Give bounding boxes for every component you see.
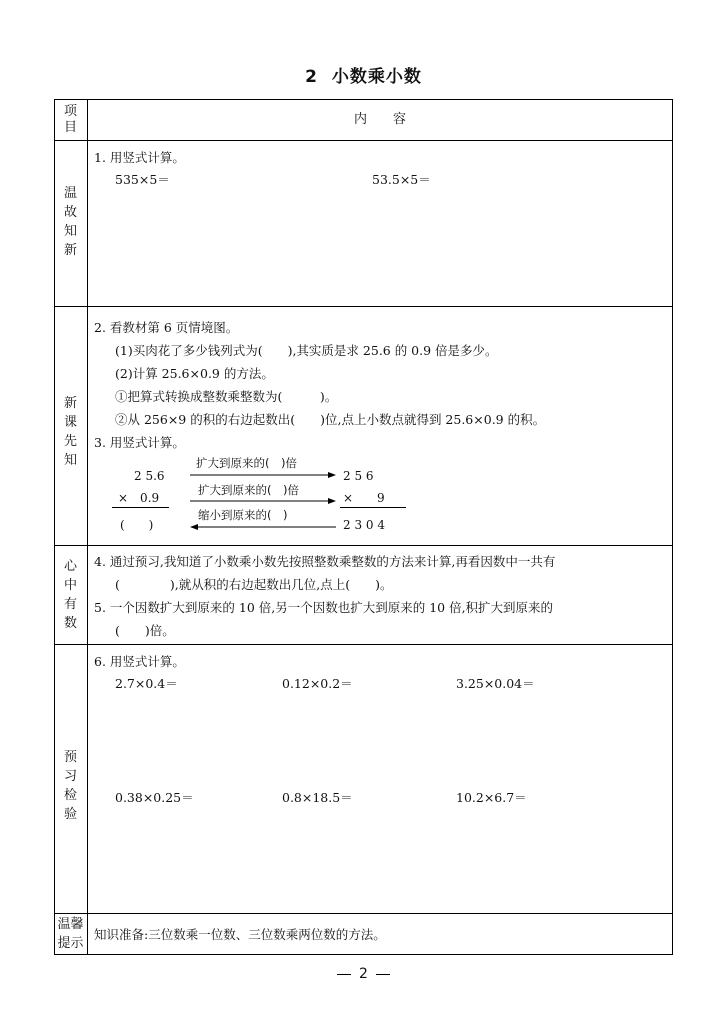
section-label-summary-text: 心中有数 bbox=[63, 559, 77, 631]
question-2-part-2: (2)计算 25.6×0.9 的方法。 bbox=[115, 366, 274, 381]
row-divider-new-lesson bbox=[54, 545, 673, 546]
question-2-part-2a: ①把算式转换成整数乘整数为( )。 bbox=[115, 389, 338, 404]
check-expression-2: 0.12×0.2＝ bbox=[282, 676, 353, 691]
question-4-line-1: 4. 通过预习,我知道了小数乘小数先按照整数乘整数的方法来计算,再看因数中一共有 bbox=[94, 554, 556, 569]
arrow-2-label: 扩大到原来的( )倍 bbox=[198, 483, 299, 497]
footer-dash-left bbox=[337, 974, 351, 975]
question-2: 2. 看教材第 6 页情境图。 bbox=[94, 320, 239, 335]
question-3: 3. 用竖式计算。 bbox=[94, 435, 185, 450]
page-footer bbox=[0, 966, 727, 982]
column-divider bbox=[87, 99, 88, 955]
question-4-line-2: ( ),就从积的右边起数出几位,点上( )。 bbox=[115, 577, 393, 592]
right-arrow-icon bbox=[190, 471, 336, 479]
section-label-review-text: 温故知新 bbox=[63, 186, 77, 258]
check-expression-4: 0.38×0.25＝ bbox=[115, 790, 194, 805]
review-expression-1: 535×5＝ bbox=[115, 172, 170, 187]
section-label-check bbox=[54, 748, 87, 824]
question-6: 6. 用竖式计算。 bbox=[94, 654, 185, 669]
check-expression-5: 0.8×18.5＝ bbox=[282, 790, 353, 805]
footer-dash-right bbox=[376, 974, 390, 975]
right-calc-line bbox=[340, 507, 406, 508]
tip-text: 知识准备:三位数乘一位数、三位数乘两位数的方法。 bbox=[94, 927, 386, 942]
question-5-line-1: 5. 一个因数扩大到原来的 10 倍,另一个因数也扩大到原来的 10 倍,积扩大到原来的 bbox=[94, 600, 554, 615]
row-divider-review bbox=[54, 306, 673, 307]
page-title bbox=[0, 62, 727, 87]
check-expression-1: 2.7×0.4＝ bbox=[115, 676, 178, 691]
arrow-1-label: 扩大到原来的( )倍 bbox=[196, 456, 297, 470]
question-2-part-2b: ②从 256×9 的积的右边起数出( )位,点上小数点就得到 25.6×0.9 的积。 bbox=[115, 412, 546, 427]
section-label-new-lesson-text: 新课先知 bbox=[63, 396, 77, 468]
header-content-label: 内 容 bbox=[353, 112, 406, 127]
check-expression-6: 10.2×6.7＝ bbox=[456, 790, 527, 805]
worksheet-table bbox=[54, 99, 673, 955]
left-multiplier: × 0.9 bbox=[118, 491, 160, 505]
page-number: 2 bbox=[359, 966, 368, 982]
question-5-line-2: ( )倍。 bbox=[115, 623, 175, 638]
question-2-part-1: (1)买肉花了多少钱列式为( ),其实质是求 25.6 的 0.9 倍是多少。 bbox=[115, 343, 498, 358]
section-label-check-text: 预习检验 bbox=[63, 750, 77, 822]
header-item-label bbox=[54, 104, 87, 136]
section-label-tip bbox=[54, 915, 87, 953]
row-divider-header bbox=[54, 140, 673, 141]
left-arrow-icon bbox=[190, 523, 336, 531]
review-expression-2: 53.5×5＝ bbox=[372, 172, 431, 187]
row-divider-summary bbox=[54, 644, 673, 645]
section-label-tip-text: 温馨提示 bbox=[57, 917, 84, 951]
left-multiplicand: 2 5.6 bbox=[134, 469, 165, 483]
right-multiplier: × 9 bbox=[343, 491, 385, 505]
check-expression-3: 3.25×0.04＝ bbox=[456, 676, 535, 691]
question-1: 1. 用竖式计算。 bbox=[94, 150, 185, 165]
section-label-summary bbox=[54, 557, 87, 633]
right-arrow-icon bbox=[190, 497, 336, 505]
arrow-3-label: 缩小到原来的( ) bbox=[198, 508, 288, 522]
section-label-new-lesson bbox=[54, 394, 87, 470]
lesson-number: 2 bbox=[305, 67, 318, 87]
left-calc-line bbox=[112, 507, 169, 508]
section-label-review bbox=[54, 184, 87, 260]
right-answer: 2 3 0 4 bbox=[343, 518, 385, 532]
header-item-text: 项目 bbox=[63, 104, 77, 135]
left-answer: ( ) bbox=[120, 518, 154, 532]
right-multiplicand: 2 5 6 bbox=[343, 469, 374, 483]
lesson-title: 小数乘小数 bbox=[331, 67, 422, 87]
row-divider-check bbox=[54, 913, 673, 914]
